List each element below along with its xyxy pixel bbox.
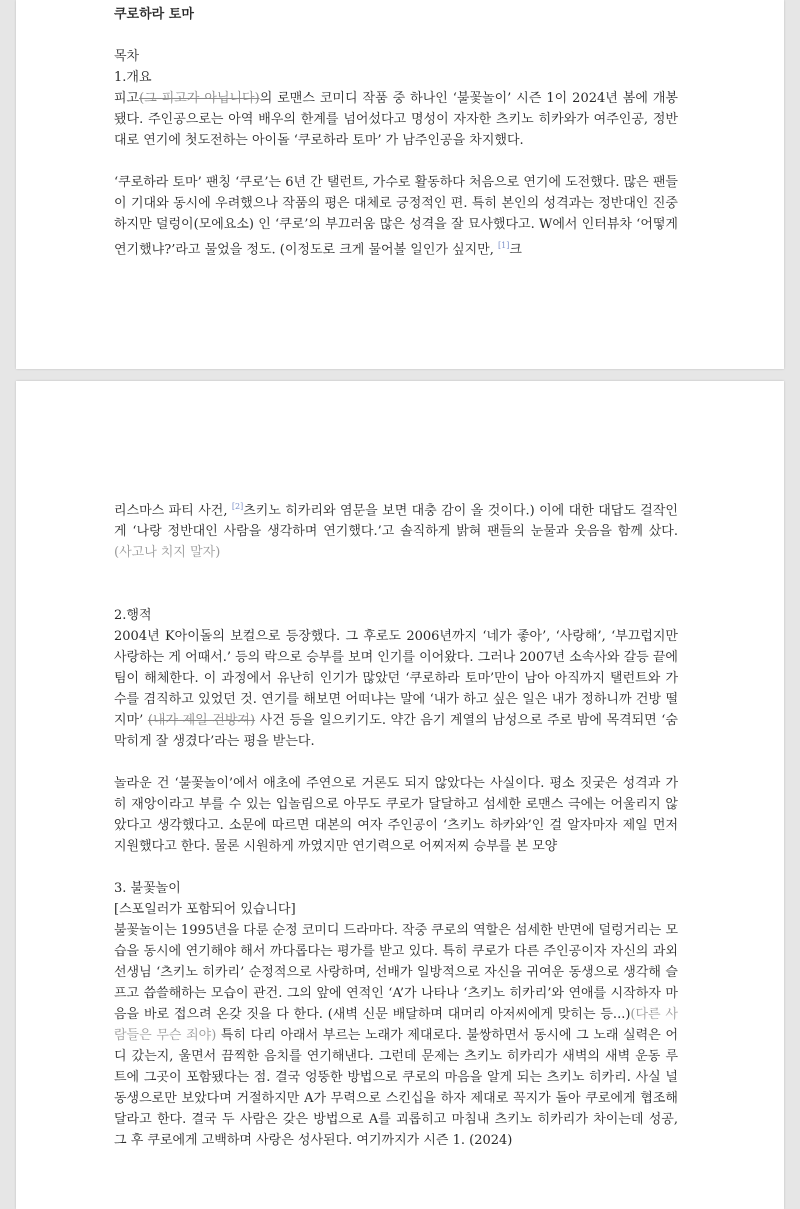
document-title: 쿠로하라 토마 (114, 7, 194, 22)
paragraph-continuation-start: 리스마스 파티 사건, (114, 503, 228, 519)
paragraph-overview (114, 88, 678, 151)
section-heading-overview: 1.개요 (114, 70, 152, 85)
paragraph-fireworks-start: 불꽃놀이는 1995년을 다룬 순정 코미디 드라마다. 작중 쿠로의 역할은 섬세한 반면에 덜렁거리는 모습을 동시에 연기해야 해서 까다롭다는 평가를 받고 있다. 특히 쿠로가 다른 주인공이자 자신의 과외 선생님 ‘츠키노 히카리’ 순정적으로 사랑하며, 선배가 일방적으로 자신을 귀여운 동생으로 생각해 슬프고 씁쓸해하는 모습이 관건. 그의 앞에 연적인 ‘A’가 나타나 ‘츠키노 히카리’와 연애를 시작하자 마음을 바로 접으려 온갖 짓을 다 한다. (새벽 신문 배달하며 대머리 아저씨에게 맞히는 등...) (114, 923, 679, 1023)
spoiler-warning: [스포일러가 포함되어 있습니다] (114, 902, 296, 918)
page-1-content (114, 4, 678, 260)
paragraph-continuation-mid: 츠키노 히카리와 염문을 보면 대충 감이 올 것이다.) 이에 대한 대답도 걸작인 게 ‘나랑 정반대인 사람을 생각하며 연기했다.’고 솔직하게 밝혀 팬들의 눈물과 웃음을 함께 샀다. (114, 503, 678, 540)
footnote-1-link[interactable]: [1] (498, 241, 510, 250)
paragraph-history (114, 626, 678, 752)
paragraph-overview-start: 피고 (114, 91, 140, 106)
section-heading-history: 2.행적 (114, 608, 152, 624)
section-heading-fireworks: 3. 불꽃놀이 (114, 881, 181, 897)
paragraph-fireworks-plot (114, 920, 678, 1151)
strikethrough-note: (내가 제일 건방져) (147, 713, 256, 729)
paragraph-history-start: 2004년 K아이돌의 보컬으로 등장했다. 그 후로도 2006년까지 ‘네가 좋아’, ‘사랑해’, ‘부끄럽지만 사랑하는 게 어때서.’ 등의 락으로 승부를 보며 인기를 이어왔다. 그러나 2007년 소속사와 갈등 끝에 팀이 해체한다. 이 과정에서 유난히 인기가 많았던 ‘쿠로하라 토마’만이 남아 아직까지 탤런트와 가수를 겸직하고 있었던 것. 연기를 해보면 어떠냐는 말에 ‘내가 하고 싶은 일은 내가 정하니까 건방 떨지마’ (114, 629, 678, 729)
page-2-content (114, 496, 678, 1151)
paragraph-continuation (114, 496, 678, 563)
paragraph-casting: 놀라운 건 ‘불꽃놀이’에서 애초에 주연으로 거론도 되지 않았다는 사실이다. 평소 짓궂은 성격과 가히 재앙이라고 부를 수 있는 입놀림으로 아무도 쿠로가 달달하고 섬세한 로맨스 극에는 어울리지 않았다고 생각했다고. 소문에 따르면 대본의 여자 주인공이 ‘츠키노 하카와’인 걸 알자마자 제일 먼저 지원했다고 한다. 물론 시원하게 까였지만 연기력으로 어찌저찌 승부를 본 모양 (114, 776, 678, 855)
document-page-2 (16, 381, 784, 1209)
paragraph-history-rest: 사건 등을 일으키기도. 약간 음기 계열의 남성으로 주로 밤에 목격되면 ‘숨 막히게 잘 생겼다’라는 평을 받는다. (114, 713, 678, 750)
paragraph-overview-rest: 의 로맨스 코미디 작품 중 하나인 ‘불꽃놀이’ 시즌 1이 2024년 봄에 개봉됐다. 주인공으로는 아역 배우의 한계를 넘어섰다고 명성이 자자한 츠키노 히카와가 여주인공, 정반대로 연기에 첫도전하는 아이돌 ‘쿠로하라 토마’ 가 남주인공을 차지했다. (114, 91, 678, 148)
gray-aside-note: (사고나 치지 말자) (114, 545, 221, 561)
document-page-1 (16, 0, 784, 369)
paragraph-kuro-intro-end: 크 (509, 242, 522, 258)
paragraph-kuro-intro-text: ‘쿠로하라 토마’ 팬칭 ‘쿠로’는 6년 간 탤런트, 가수로 활동하다 처음으로 연기에 도전했다. 많은 팬들이 기대와 동시에 우려했으나 작품의 평은 대체로 긍정적인 편. 특히 본인의 성격과는 정반대인 진중하지만 덜렁이(모에요소) 인 ‘쿠로’의 부끄러움 많은 성격을 잘 묘사했다고. W에서 인터뷰차 ‘어떻게 연기했냐?’라고 물었을 정도. (이정도로 크게 물어볼 일인가 싶지만, (114, 175, 678, 258)
toc-label: 목차 (114, 49, 140, 64)
footnote-2-link[interactable]: [2] (231, 502, 244, 511)
strikethrough-note: (그 피고가 아닙니다) (139, 91, 260, 106)
paragraph-kuro-intro (114, 172, 678, 260)
paragraph-fireworks-rest: 특히 다리 아래서 부르는 노래가 제대로다. 불쌍하면서 동시에 그 노래 실력은 어디 갔는지, 울면서 끔찍한 음치를 연기해낸다. 그런데 문제는 츠키노 히카리가 새벽의 새벽 운동 루트에 그곳이 포함됐다는 점. 결국 엉뚱한 방법으로 쿠로의 마음을 알게 되는 츠키노 히카리. 사실 널 동생으로만 보았다며 거절하지만 A가 무력으로 스킨십을 하자 제대로 꼭지가 돌아 쿠로에게 협조해달라고 한다. 결국 두 사람은 갖은 방법으로 A를 괴롭히고 마침내 츠키노 히카리가 차이는데 성공, 그 후 쿠로에게 고백하며 사랑은 성사된다. 여기까지가 시즌 1. (2024) (114, 1028, 679, 1149)
gray-aside-note: (다른 사람들은 무슨 죄야) (114, 1007, 678, 1044)
